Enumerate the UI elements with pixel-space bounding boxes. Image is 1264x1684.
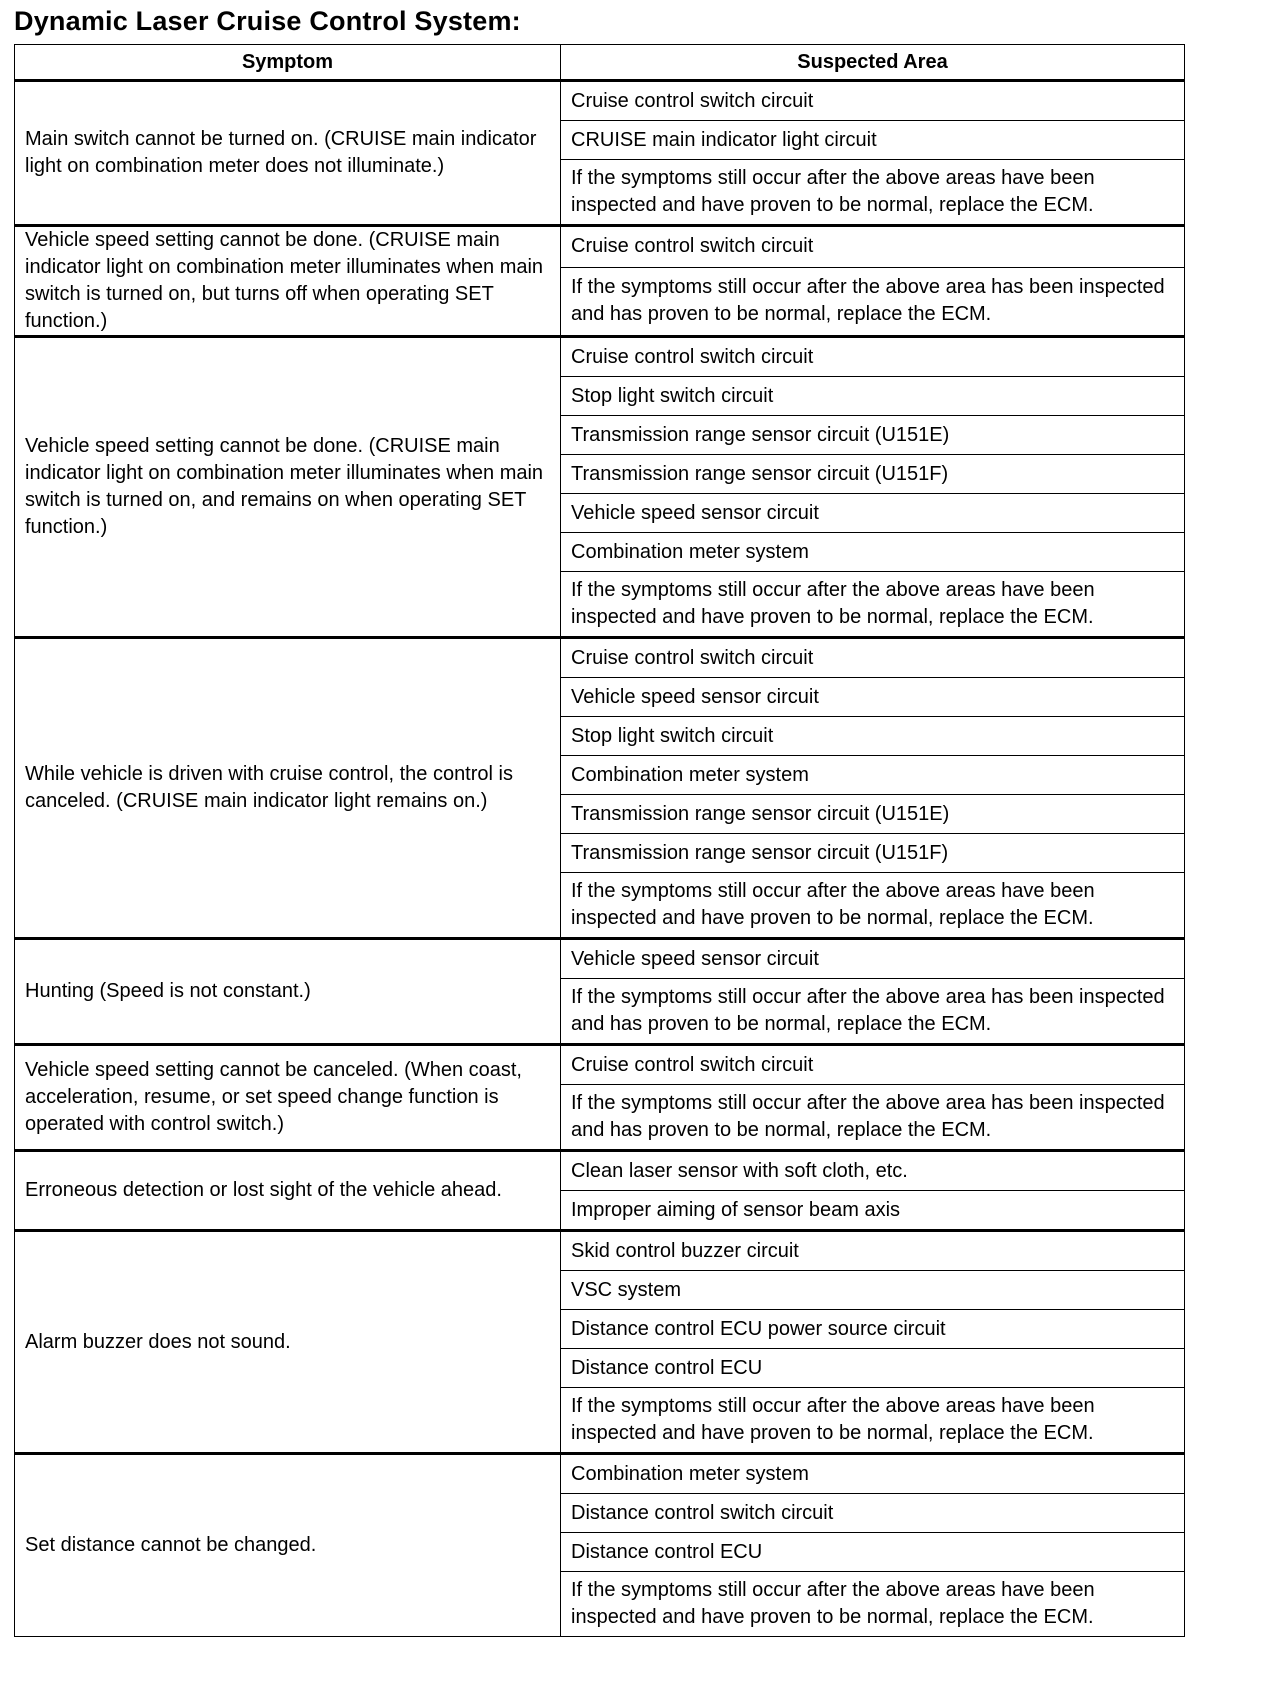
suspected-area-cell: Transmission range sensor circuit (U151F)	[561, 455, 1185, 494]
suspected-area-cell: Skid control buzzer circuit	[561, 1231, 1185, 1271]
suspected-area-cell: Clean laser sensor with soft cloth, etc.	[561, 1151, 1185, 1191]
suspected-area-cell: Cruise control switch circuit	[561, 337, 1185, 377]
table-row	[15, 1231, 1185, 1271]
suspected-area-cell: Stop light switch circuit	[561, 377, 1185, 416]
symptom-cell: Erroneous detection or lost sight of the vehicle ahead.	[15, 1151, 561, 1231]
symptom-cell: Hunting (Speed is not constant.)	[15, 939, 561, 1045]
suspected-area-cell: If the symptoms still occur after the above areas have been inspected and have proven to be normal, replace the ECM.	[561, 160, 1185, 226]
suspected-area-cell: Combination meter system	[561, 756, 1185, 795]
suspected-area-cell: Vehicle speed sensor circuit	[561, 678, 1185, 717]
symptom-cell: Main switch cannot be turned on. (CRUISE main indicator light on combination meter does not illuminate.)	[15, 81, 561, 226]
suspected-area-cell: If the symptoms still occur after the above area has been inspected and has proven to be normal, replace the ECM.	[561, 1085, 1185, 1151]
symptom-cell: Vehicle speed setting cannot be canceled. (When coast, acceleration, resume, or set speed change function is operated with control switch.)	[15, 1045, 561, 1151]
suspected-area-cell: Transmission range sensor circuit (U151E)	[561, 416, 1185, 455]
suspected-area-cell: CRUISE main indicator light circuit	[561, 121, 1185, 160]
suspected-area-cell: If the symptoms still occur after the above areas have been inspected and have proven to be normal, replace the ECM.	[561, 873, 1185, 939]
suspected-area-cell: If the symptoms still occur after the above areas have been inspected and have proven to be normal, replace the ECM.	[561, 572, 1185, 638]
suspected-area-cell: Vehicle speed sensor circuit	[561, 939, 1185, 979]
suspected-area-cell: Distance control switch circuit	[561, 1494, 1185, 1533]
suspected-area-cell: Combination meter system	[561, 533, 1185, 572]
suspected-area-cell: If the symptoms still occur after the above area has been inspected and has proven to be normal, replace the ECM.	[561, 267, 1185, 336]
table-header-row	[15, 45, 1185, 81]
header-symptom: Symptom	[15, 45, 561, 81]
suspected-area-cell: If the symptoms still occur after the above areas have been inspected and have proven to be normal, replace the ECM.	[561, 1388, 1185, 1454]
symptom-cell: Set distance cannot be changed.	[15, 1454, 561, 1637]
suspected-area-cell: Combination meter system	[561, 1454, 1185, 1494]
symptom-cell: Vehicle speed setting cannot be done. (CRUISE main indicator light on combination meter illuminates when main switch is turned on, but turns off when operating SET function.)	[15, 226, 561, 337]
header-suspected-area: Suspected Area	[561, 45, 1185, 81]
symptom-cell: While vehicle is driven with cruise control, the control is canceled. (CRUISE main indicator light remains on.)	[15, 638, 561, 939]
suspected-area-cell: Distance control ECU	[561, 1349, 1185, 1388]
suspected-area-cell: Stop light switch circuit	[561, 717, 1185, 756]
suspected-area-cell: Transmission range sensor circuit (U151E)	[561, 795, 1185, 834]
suspected-area-cell: Cruise control switch circuit	[561, 81, 1185, 121]
table-row	[15, 1045, 1185, 1085]
suspected-area-cell: Transmission range sensor circuit (U151F)	[561, 834, 1185, 873]
page-title: Dynamic Laser Cruise Control System:	[14, 6, 521, 36]
symptom-cell: Vehicle speed setting cannot be done. (CRUISE main indicator light on combination meter illuminates when main switch is turned on, and remains on when operating SET function.)	[15, 337, 561, 638]
troubleshooting-table	[14, 44, 1185, 1637]
suspected-area-cell: If the symptoms still occur after the above area has been inspected and has proven to be normal, replace the ECM.	[561, 979, 1185, 1045]
suspected-area-cell: Vehicle speed sensor circuit	[561, 494, 1185, 533]
suspected-area-cell: Distance control ECU power source circuit	[561, 1310, 1185, 1349]
table-row	[15, 939, 1185, 979]
suspected-area-cell: Cruise control switch circuit	[561, 226, 1185, 268]
table-row	[15, 81, 1185, 121]
suspected-area-cell: Improper aiming of sensor beam axis	[561, 1191, 1185, 1231]
table-row	[15, 1454, 1185, 1494]
table-row	[15, 226, 1185, 268]
table-row	[15, 1151, 1185, 1191]
suspected-area-cell: If the symptoms still occur after the above areas have been inspected and have proven to be normal, replace the ECM.	[561, 1572, 1185, 1637]
table-row	[15, 638, 1185, 678]
suspected-area-cell: Cruise control switch circuit	[561, 638, 1185, 678]
suspected-area-cell: VSC system	[561, 1271, 1185, 1310]
symptom-cell: Alarm buzzer does not sound.	[15, 1231, 561, 1454]
suspected-area-cell: Distance control ECU	[561, 1533, 1185, 1572]
table-row	[15, 337, 1185, 377]
suspected-area-cell: Cruise control switch circuit	[561, 1045, 1185, 1085]
